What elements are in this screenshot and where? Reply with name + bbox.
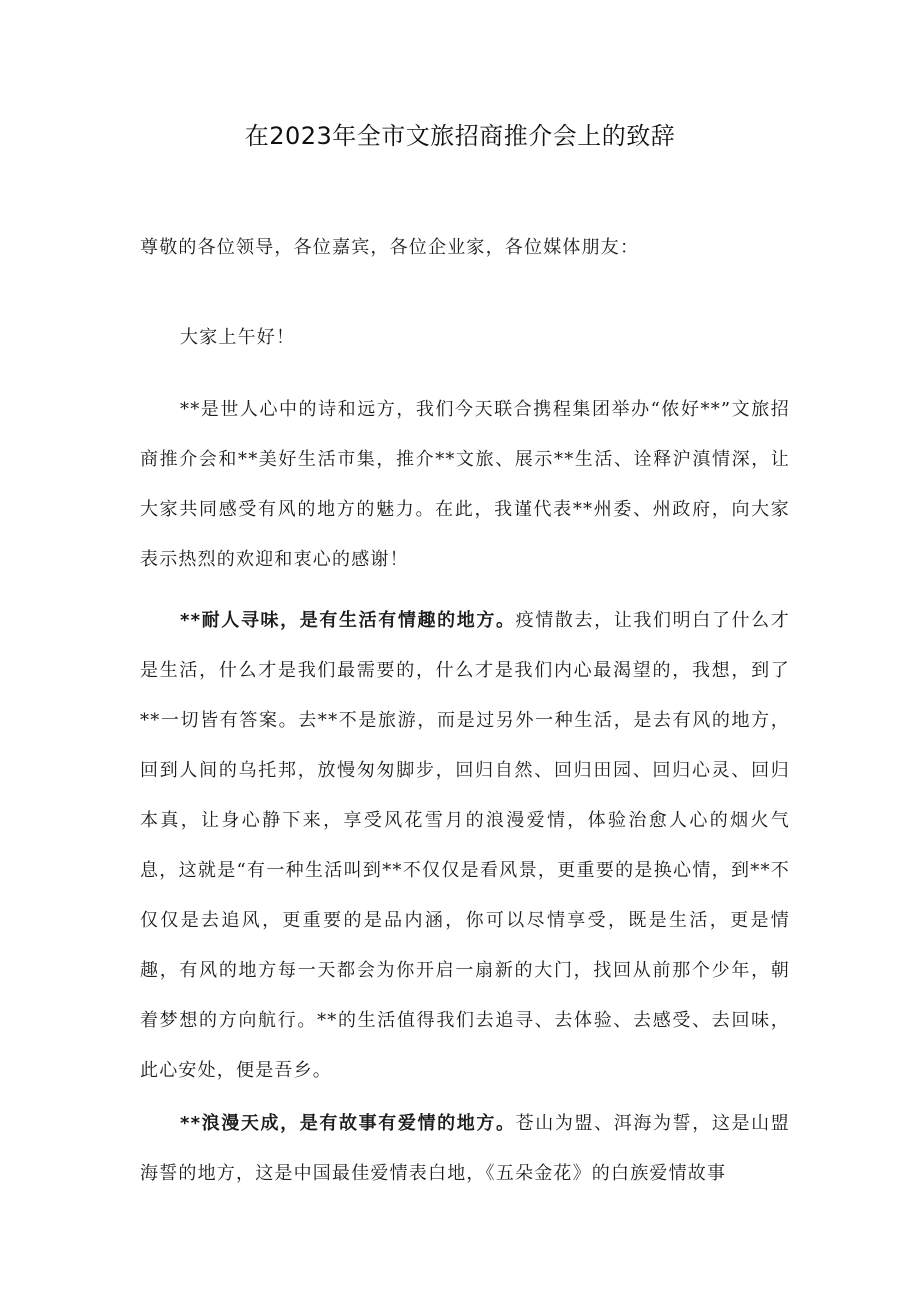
paragraph-3-text: 苍山为盟、洱海为誓，这是山盟海誓的地方，这是中国最佳爱情表白地，《五朵金花》的白族爱情故事 <box>140 1113 790 1184</box>
salutation: 尊敬的各位领导，各位嘉宾，各位企业家，各位媒体朋友： <box>140 237 640 258</box>
paragraph-3 <box>140 1099 790 1199</box>
paragraph-1: **是世人心中的诗和远方，我们今天联合携程集团举办“侬好**”文旅招商推介会和**美好生活市集，推介**文旅、展示**生活、诠释沪滇情深，让大家共同感受有风的地方的魅力。在此，我谨代表**州委、州政府，向大家表示热烈的欢迎和衷心的感谢！ <box>140 399 790 570</box>
paragraph-2-lead: **耐人寻味，是有生活有情趣的地方。 <box>180 610 516 631</box>
paragraph-2-text: 疫情散去，让我们明白了什么才是生活，什么才是我们最需要的，什么才是我们内心最渴望的，我想，到了**一切皆有答案。去**不是旅游，而是过另外一种生活，是去有风的地方，回到人间的乌托邦，放慢匆匆脚步，回归自然、回归田园、回归心灵、回归本真，让身心静下来，享受风花雪月的浪漫爱情，体验治愈人心的烟火气息，这就是“有一种生活叫到**不仅仅是看风景，更重要的是换心情，到**不仅仅是去追风，更重要的是品内涵，你可以尽情享受，既是生活，更是情趣，有风的地方每一天都会为你开启一扇新的大门，找回从前那个少年，朝着梦想的方向航行。**的生活值得我们去追寻、去体验、去感受、去回味，此心安处，便是吾乡。 <box>140 610 790 1081</box>
paragraph-2 <box>140 596 790 1096</box>
paragraph-3-lead: **浪漫天成，是有故事有爱情的地方。 <box>180 1113 516 1134</box>
document-title: 在2023年全市文旅招商推介会上的致辞 <box>244 122 676 150</box>
greeting: 大家上午好！ <box>180 327 296 348</box>
